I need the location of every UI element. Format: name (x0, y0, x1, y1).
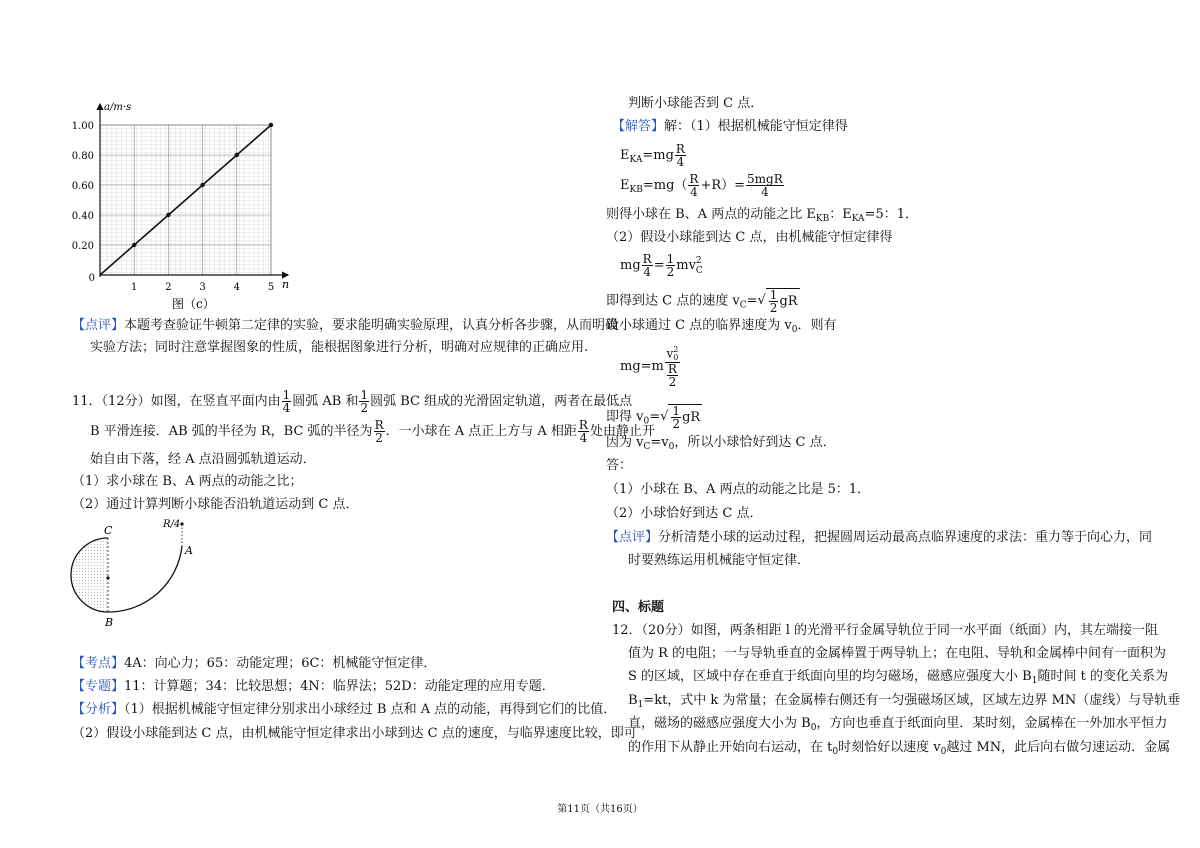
right-line-1: 判断小球能否到 C 点． (628, 96, 764, 111)
q11-sub-1: （1）求小球在 B、A 两点的动能之比； (72, 474, 303, 489)
label-b: B (105, 616, 114, 629)
part-2-line: （2）假设小球能到达 C 点，由机械能守恒定律得 (606, 230, 893, 245)
dotted-region (71, 538, 108, 612)
page-footer: 第11页（共16页） (557, 804, 643, 815)
x-tick-label: 5 (267, 282, 275, 293)
fraction-quarter: $\frac{1}{4}$ (282, 388, 291, 415)
x-tick-labels (131, 282, 274, 293)
q11-sub-2: （2）通过计算判断小球能否沿轨道运动到 C 点． (72, 497, 359, 512)
section-heading: 四、标题 (612, 600, 665, 615)
q11-line-3: 始自由下落，经 A 点沿圆弧轨道运动． (90, 452, 316, 467)
x-tick-label: 2 (165, 282, 172, 293)
comment-line-2: 实验方法；同时注意掌握图象的性质，能根据图象进行分析，明确对应规律的正确应用. (90, 340, 589, 355)
equation-eka: $E_{KA}=mg$ $\frac{R}{4}$ (620, 142, 685, 169)
zhuanti-line: 【专题】11：计算题；34：比较思想；4N：临界法；52D：动能定理的应用专题． (72, 679, 555, 694)
data-point (166, 213, 170, 217)
dianping-line-1: 【点评】分析清楚小球的运动过程，把握圆周运动最高点临界速度的求法：重力等于向心力，同 (606, 530, 1153, 545)
jieda-line: 【解答】解：（1）根据机械能守恒定律得 (612, 119, 848, 134)
fraction-half: $\frac{1}{2}$ (360, 388, 369, 415)
graph-caption: 图（c） (172, 297, 215, 311)
label-c: C (104, 524, 113, 537)
label-a: A (185, 544, 193, 557)
answer-1: （1）小球在 B、A 两点的动能之比是 5：1． (606, 482, 871, 497)
dianping-line-2: 时要熟练运用机械能守恒定律． (628, 553, 811, 568)
data-point (200, 183, 204, 187)
sqrt-symbol: √ (757, 293, 766, 308)
y-tick-label: 1.00 (71, 121, 94, 132)
center-dot (106, 576, 109, 579)
arc-ab (108, 546, 182, 612)
v0-line: 即得 $v_0=√$ $\frac{1}{2}$ gR (606, 404, 701, 431)
x-axis-label: n (282, 278, 290, 291)
data-point (269, 123, 273, 127)
equation-centripetal: mg=m v 2 0 $\frac{R}{2}$ (620, 345, 679, 389)
critical-speed-line: 设小球通过 C 点的临界速度为 $v_0$．则有 (606, 318, 837, 335)
fenxi-line-2: （2）假设小球能到达 C 点，由机械能守恒定律求出小球到达 C 点的速度，与临界速度比较，即可 (72, 726, 637, 741)
data-point (132, 243, 136, 247)
label-r4: R/4 (163, 519, 181, 530)
x-tick-label: 4 (233, 282, 240, 293)
y-tick-label: 0.20 (71, 241, 94, 252)
y-tick-label: 0.80 (71, 151, 94, 162)
x-tick-label: 1 (131, 282, 138, 293)
y-tick-labels (72, 121, 94, 252)
q12-line-5: 直，磁场的磁感应强度大小为 $B_0$，方向也垂直于纸面向里．某时刻，金属棒在一外加水平恒力 (628, 716, 1168, 733)
fenxi-line-1: 【分析】（1）根据机械能守恒定律分别求出小球经过 B 点和 A 点的动能，再得到它们的比值． (72, 702, 617, 717)
equation-ekb: $E_{KB}=mg$（ $\frac{R}{4}$ +R）= $\frac{\text{5mgR}}{4}$ (620, 172, 783, 199)
x-tick-label: 3 (199, 282, 206, 293)
ratio-line: 则得小球在 B、A 两点的动能之比 $E_{KB}$：$E_{KA}=5$：1． (606, 207, 918, 224)
q11-line-1: 11．（12分）如图，在竖直平面内由 $\frac{1}{4}$ 圆弧 AB 和 $\frac{1}{2}$ 圆弧 BC 组成的光滑固定轨道，两者在最低点 (72, 388, 633, 415)
because-line: 因为 $v_C=v_0$，所以小球恰好到达 C 点． (606, 435, 836, 452)
vc-line: 即得到达 C 点的速度 $v_C=√$ $\frac{1}{2}$ gR (606, 288, 798, 315)
q12-line-6: 的作用下从静止开始向右运动，在 $t_0$时刻恰好以速度 $v_0$越过 MN，此后向右做匀速运动．金属 (628, 740, 1171, 757)
y-tick-label: 0.60 (71, 181, 94, 192)
q12-line-2: 值为 R 的电阻；一与导轨垂直的金属棒置于两导轨上；在电阻、导轨和金属棒中间有一面积为 (628, 646, 1167, 661)
q12-line-3: S 的区域，区域中存在垂直于纸面向里的均匀磁场，磁感应强度大小 $B_1$随时间 t 的变化关系为 (628, 669, 1168, 686)
ball-dot (180, 522, 183, 525)
y-tick-label: 0.40 (71, 211, 94, 222)
y-axis-label: a/m·s (104, 102, 132, 113)
answer-2: （2）小球恰好到达 C 点． (606, 506, 763, 521)
track-diagram (72, 516, 212, 636)
kaodian-line: 【考点】4A：向心力；65：动能定理；6C：机械能守恒定律． (72, 656, 437, 671)
q12-line-4: $B_1=kt$，式中 k 为常量；在金属棒右侧还有一匀强磁场区域，区域左边界 MN（虚线）与导轨垂 (628, 693, 1181, 710)
data-point (235, 153, 239, 157)
q11-line-2: B 平滑连接．AB 弧的半径为 R，BC 弧的半径为 $\frac{R}{2}$ ．一小球在 A 点正上方与 A 相距 $\frac{R}{4}$ 处由静止开 (90, 418, 655, 445)
origin-label: 0 (88, 273, 95, 284)
answer-label: 答： (606, 458, 633, 473)
q12-line-1: 12．（20分）如图，两条相距 l 的光滑平行金属导轨位于同一水平面（纸面）内，其左端接一阻 (612, 623, 1159, 638)
comment-tag: 【点评】 (72, 318, 125, 333)
comment-line-1: 【点评】本题考查验证牛顿第二定律的实验，要求能明确实验原理，认真分析各步骤，从而明确 (72, 318, 619, 333)
equation-energy-c: mg $\frac{R}{4}$ = $\frac{1}{2}$ mv 2 C (620, 252, 703, 279)
